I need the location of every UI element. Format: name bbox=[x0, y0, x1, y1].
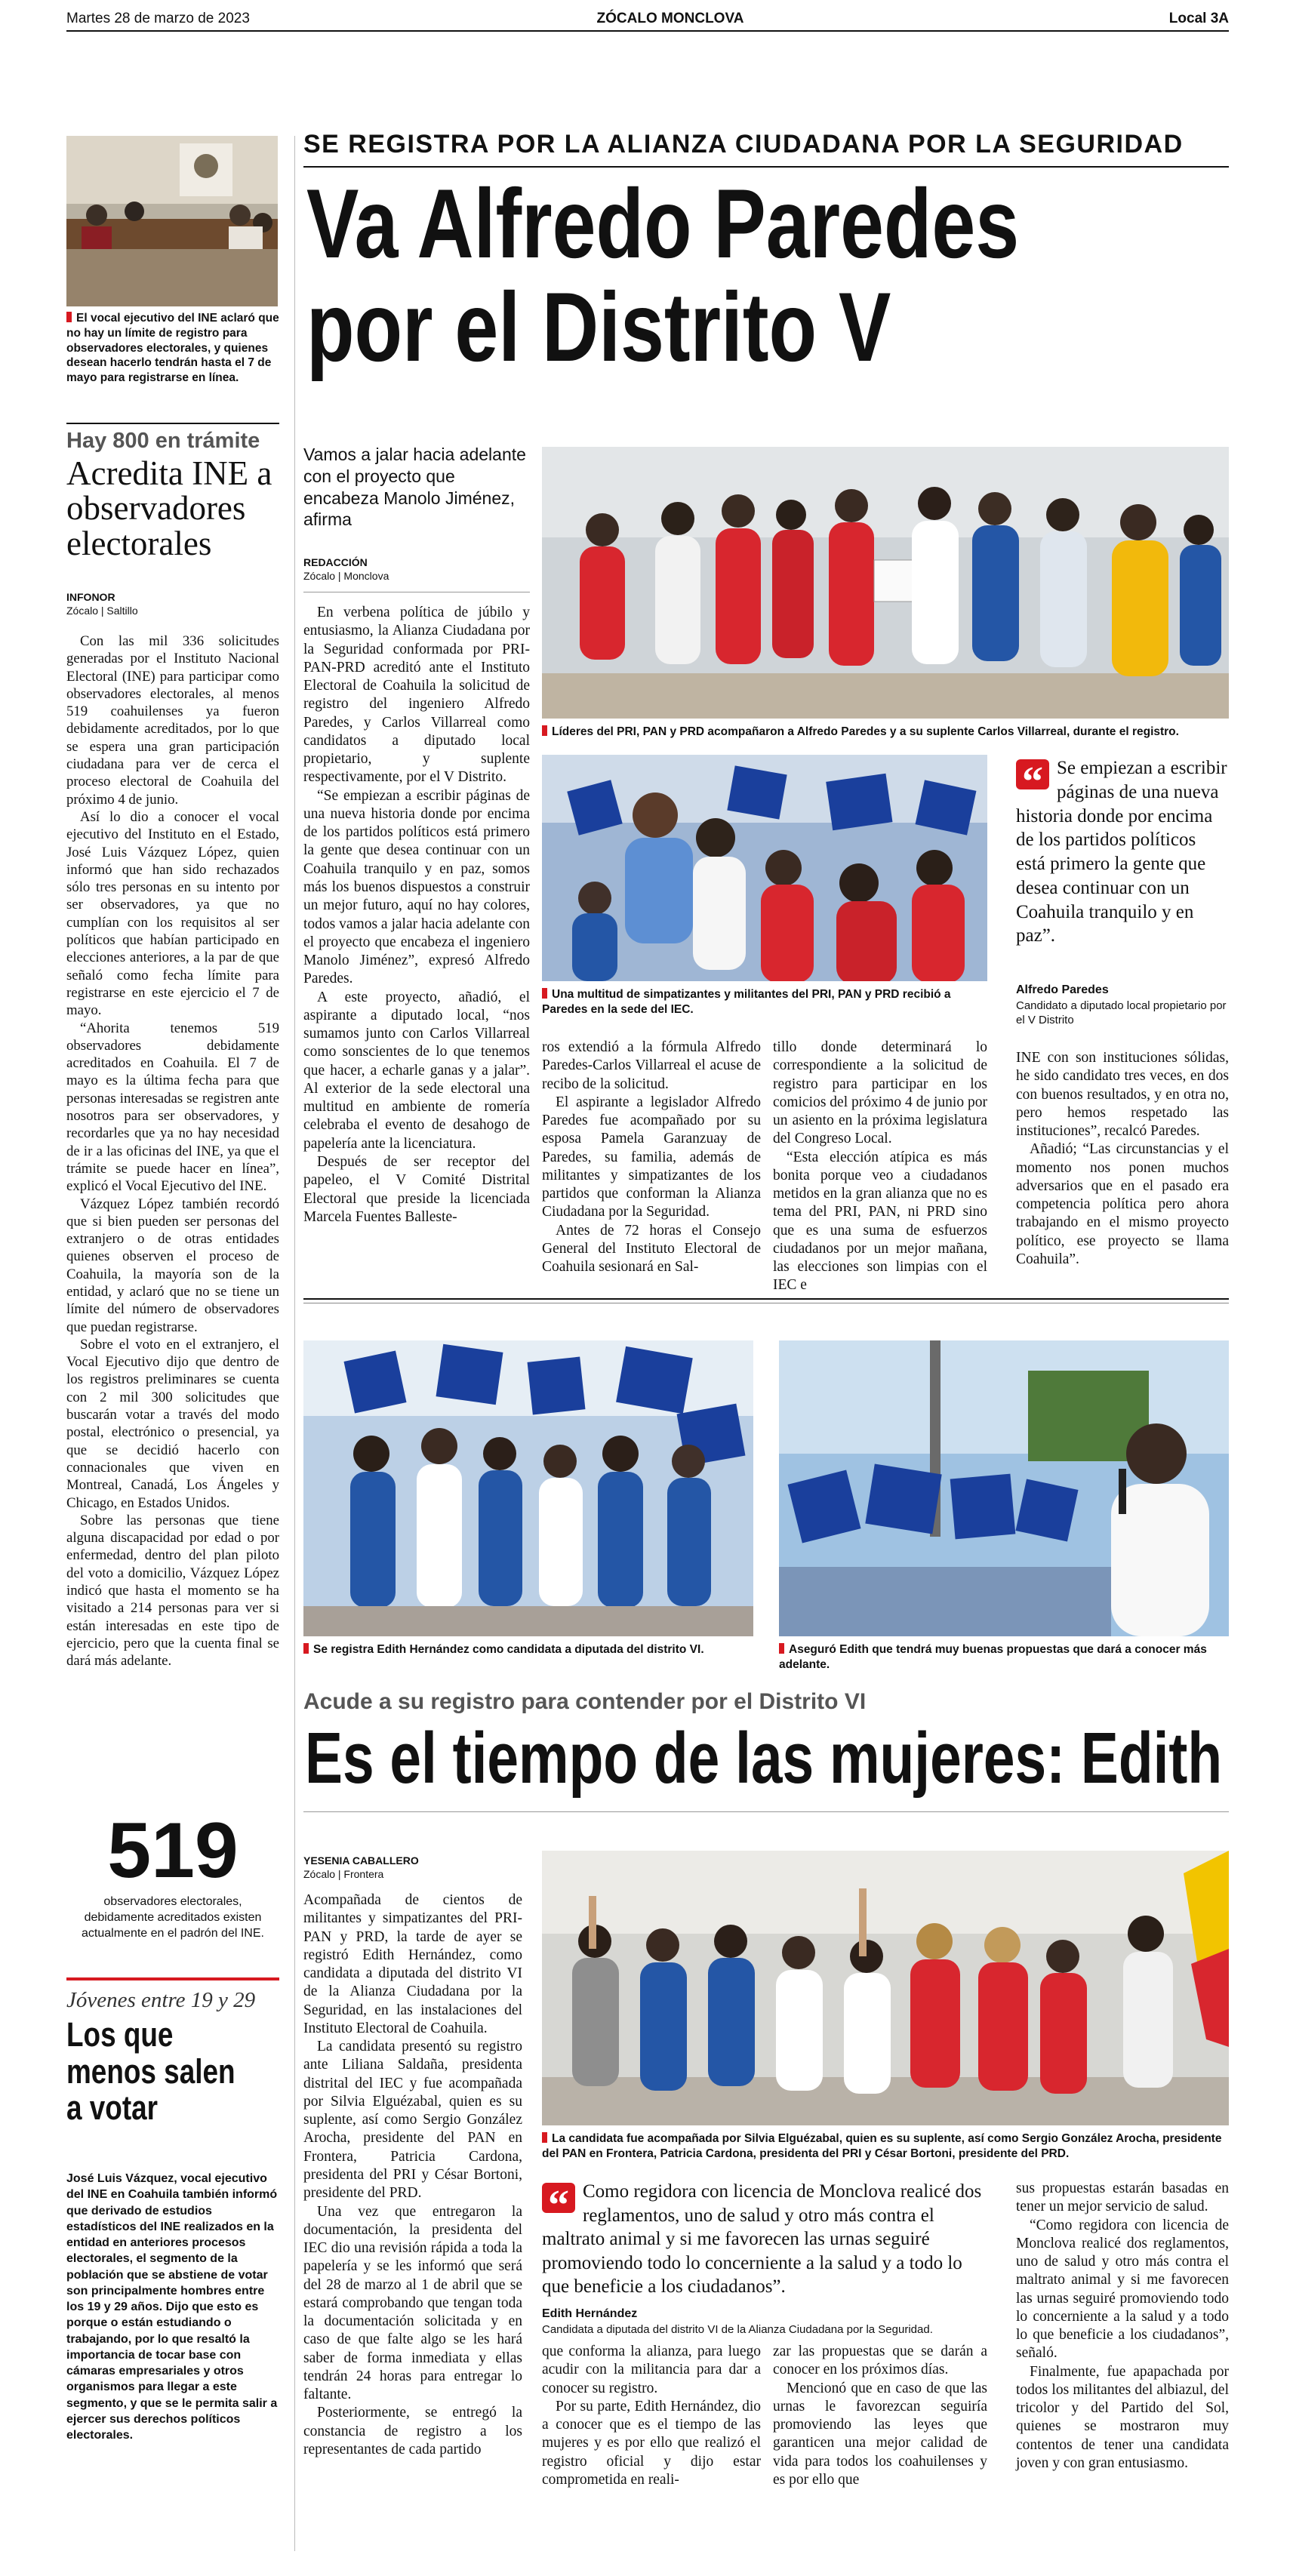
edith-speech-photo bbox=[779, 1340, 1229, 1636]
story1-column-4: INE con son instituciones sólidas, he sido candidato tres veces, en dos con buenos resultados, y en otra no, pero hemos respetado las instituciones”, recalcó Paredes. Añadió; “Las circunstancias y el momento nos ponen muchos adversarios que en el pasado era competencia política pero ahora trabajando en el mismo proyecto político, ese proyecto se llama Coahuila”. bbox=[1016, 1050, 1229, 1267]
story2-kicker: Acude a su registro para contender por el Distrito VI bbox=[303, 1689, 867, 1714]
quote-icon: “ bbox=[542, 2183, 575, 2213]
story2-byline: YESENIA CABALLERO Zócalo | Frontera bbox=[303, 1854, 419, 1881]
story2-left-caption: Se registra Edith Hernández como candidata a diputada del distrito VI. bbox=[303, 1642, 753, 1657]
quote-icon: “ bbox=[1016, 759, 1049, 789]
newspaper-name: ZÓCALO MONCLOVA bbox=[596, 11, 744, 26]
story1-main-caption: Líderes del PRI, PAN y PRD acompañaron a Alfredo Paredes y a su suplente Carlos Villarreal, durante el registro. bbox=[542, 725, 1229, 740]
story1-byline: REDACCIÓN Zócalo | Monclova bbox=[303, 556, 389, 583]
story2-column-1: Acompañada de cientos de militantes y simpatizantes del PRI-PAN y PRD, la tarde de ayer se registró Edith Hernández, como candidata a diputada del distrito VI de la Alianza Ciudadana por la Seguridad, en las instalaciones del Instituto Electoral de Coahuila. La candidata presentó su registro ante Liliana Saldaña, presidenta distrital del IEC y fue acompañada por Silvia Elguézabal, quien es su suplente, así como Sergio González Arocha, presidente del PAN en Frontera, Patricia Cardona, presidenta del PRI y César Bortoni, presidente del PRD. Una vez que entregaron la documentación, la presidenta del IEC dio una revisión rápida a toda la papelería y se les informó que será del 28 de marzo al 1 de abril que se estará comprobando que tengan toda la documentación solicitada y en caso de que falte algo se les hará saber de forma inmediata y ellas tendrán 24 horas para entregar lo faltante. Posteriormente, se entregó la constancia de registro a los representantes de cada partido bbox=[303, 1892, 522, 2458]
sidebar-article-body: Con las mil 336 solicitudes generadas por el Instituto Nacional Electoral (INE) para participar como observadores electorales, al menos 519 coahuilenses ya fueron debidamente acreditados, por lo que se espera una gran participación ciudadana para ver de cerca el proceso electoral de Coahuila del próximo 4 de junio. Así lo dio a conocer el vocal ejecutivo del Instituto en el Estado, José Luis Vázquez López, quien informó que han sido rechazados sólo tres personas en su intento por ser observadores, ya que no cumplían con los requisitos al ser políticos que habían participado en elecciones anteriores, a la par de que señaló como fecha límite para registrarse en este ejercicio el 7 de mayo. “Ahorita tenemos 519 observadores debidamente acreditados en Coahuila. El 7 de mayo es la última fecha para que personas interesadas se registren ante nosotros para ser observadores, y recordarles que ya no hay necesidad de ir a las oficinas del INE, ya que el trámite se puede hacer en línea”, explicó el Vocal Ejecutivo del INE. Vázquez López también recordó que si bien pueden ser personas del extranjero o de otras entidades quienes observen el proceso de Coahuila, la mayoría son de la entidad, y aclaró que no se tiene un límite del número de observadores que puedan registrarse. Sobre el voto en el extranjero, el Vocal Ejecutivo dijo que dentro de los registros preliminares se cuenta con 2 mil 300 solicitudes que buscarán votar a través del modo postal, electrónico o presencial, ya que se decidió hacerlo con connacionales que viven en Montreal, Canadá, Los Ángeles y Chicago, en Estados Unidos. Sobre las personas que tiene alguna discapacidad por edad o por enfermedad, dentro del plan piloto del voto a domicilio, Vázquez López indicó que hasta el momento se ha visitado a 214 personas para ver si están interesadas en este tipo de ejercicio, pero que la cuenta final se dará más adelante. bbox=[66, 633, 279, 1670]
story2-column-4: sus propuestas estarán basadas en tener un mejor servicio de salud. “Como regidora con licencia de Monclova realicé dos reglamentos, uno de salud y otro más contra el maltrato animal y si me favorecen las urnas seguiré promoviendo todo lo concerniente a la salud y a todo lo que beneficie a los ciudadanos”, señaló. Finalmente, fue apapachada por todos los militantes del albiazul, del tricolor y del Partido del Sol, quienes se mostraron muy contentos de tener una candidata joven y con gran entusiasmo. bbox=[1016, 2181, 1229, 2471]
crowd-photo bbox=[542, 755, 987, 981]
story2-photo-caption: La candidata fue acompañada por Silvia Elguézabal, quien es su suplente, así como Sergio González Arocha, presidente del PAN en Frontera, Patricia Cardona, presidenta del PRI y César Bortoni, presidente del PRD. bbox=[542, 2132, 1222, 2160]
page-header bbox=[66, 11, 1229, 32]
section-label: Local 3A bbox=[1168, 11, 1229, 26]
story1-column-2: ros extendió a la fórmula Alfredo Paredes-Carlos Villarreal el acuse de recibo de la solicitud. El aspirante a legislador Alfredo Paredes fue acompañado por su esposa Pamela Garanzuay de Paredes, su familia, además de militantes y simpatizantes de los partidos que conforman la Alianza Ciudadana por la Seguridad. Antes de 72 horas el Consejo General del Instituto Electoral de Coahuila sesionará en Sal- bbox=[542, 1039, 761, 1276]
story1-column-3: tillo donde determinará lo correspondiente a la solicitud de registro para participar en los comicios del próximo 4 de junio por un asiento en la próxima legislatura del Congreso Local. “Esta elección atípica es más bonita porque veo a ciudadanos metidos en la gran alianza que no es tema del PRI, PAN, ni PRD sino que es una suma de esfuerzos ciudadanos por un mejor mañana, las elecciones son limpias con el IEC e bbox=[773, 1039, 987, 1294]
sidebar-kicker: Hay 800 en trámite bbox=[66, 429, 260, 453]
box-kicker: Jóvenes entre 19 y 29 bbox=[66, 1988, 256, 2012]
sidebar-headline: Acredita INE a observadores electorales bbox=[66, 454, 272, 562]
edith-registration-photo bbox=[303, 1340, 753, 1636]
ine-meeting-photo bbox=[66, 136, 278, 306]
story2-column-3: zar las propuestas que se darán a conocer en los próximos días. Mencionó que en caso de que las urnas le favorezcan seguiría promoviendo las leyes que garanticen una mejor calidad de vida para todos los coahuilenses y es por ello que bbox=[773, 2344, 987, 2488]
candidate-group-photo bbox=[542, 447, 1229, 719]
story2-pullquote: “ Como regidora con licencia de Monclova realicé dos reglamentos, uno de salud y otro más contra el maltrato animal y si me favorecen las urnas seguiré promoviendo todo lo concerniente a la salud y a todo lo que beneficie a los ciudadanos”. bbox=[542, 2181, 982, 2297]
box-headline: Los que menos salen a votar bbox=[66, 2015, 236, 2128]
story1-column-1: En verbena política de júbilo y entusiasmo, la Alianza Ciudadana por la Seguridad conformada por PRI-PAN-PRD acreditó ante el Instituto Electoral de Coahuila la solicitud de registro del ingeniero Alfredo Paredes, y Carlos Villarreal como candidatos a diputado local propietario, y suplente respectivamente, por el V Distrito. “Se empiezan a escribir páginas de una nueva historia donde por encima de los partidos políticos está primero la gente que desea continuar con un Coahuila tranquilo y en paz, somos más los buenos dispuestos a construir un mejor futuro, aquí no hay colores, todos vamos a jalar hacia adelante con el proyecto que encabeza el ingeniero Manolo Jiménez”, expresó Alfredo Paredes. A este proyecto, añadió, el aspirante a diputado local, “nos sumamos junto con Carlos Villarreal como sonscientes de lo que tenemos que hacer, a echarle ganas y a jalar”. Al exterior de la sede electoral una multitud en ambiente de romería celebraba el evento de desahogo de papelería ante la licenciatura. Después de ser receptor del papeleo, el V Comité Distrital Electoral que preside la licenciada Marcela Fuentes Balleste- bbox=[303, 605, 530, 1225]
story1-headline: Va Alfredo Paredes por el Distrito V bbox=[306, 168, 1020, 382]
story2-right-caption: Aseguró Edith que tendrá muy buenas propuestas que dará a conocer más adelante. bbox=[779, 1643, 1207, 1671]
ine-photo-caption: El vocal ejecutivo del INE aclaró que no hay un límite de registro para observadores electorales, y quienes desean hacerlo tendrán hasta el 7 de mayo para registrarse en línea. bbox=[66, 312, 279, 385]
story1-crowd-caption: Una multitud de simpatizantes y militantes del PRI, PAN y PRD recibió a Paredes en la sede del IEC. bbox=[542, 988, 951, 1016]
issue-date: Martes 28 de marzo de 2023 bbox=[66, 11, 250, 26]
story1-pullquote: “ Se empiezan a escribir páginas de una nueva historia donde por encima de los partidos políticos está primero la gente que desea continuar con un Coahuila tranquilo y en paz”. bbox=[1016, 758, 1227, 946]
box-text: José Luis Vázquez, vocal ejecutivo del INE en Coahuila también informó que derivado de estudios estadísticos del INE realizados en la entidad en anteriores procesos electorales, el segmento de la población que se abstiene de votar son principalmente hombres entre los 19 y 29 años. Dijo que esto es porque o están estudiando o trabajando, por lo que resaltó la importancia de tocar base con cámaras empresariales y otros organismos para llegar a este segmento, y que se le permita salir a ejercer sus derechos políticos electorales. bbox=[66, 2172, 278, 2442]
story1-deck: Vamos a jalar hacia adelante con el proyecto que encabeza Manolo Jiménez, afirma bbox=[303, 445, 526, 530]
stat-caption: observadores electorales, debidamente acreditados existen actualmente en el padrón del INE. bbox=[82, 1895, 264, 1940]
stat-number: 519 bbox=[107, 1807, 239, 1894]
story1-kicker: SE REGISTRA POR LA ALIANZA CIUDADANA POR LA SEGURIDAD bbox=[303, 130, 1184, 158]
story2-headline: Es el tiempo de las mujeres: Edith bbox=[305, 1718, 1223, 1799]
story2-pullquote-attribution: Edith Hernández Candidata a diputada del distrito VI de la Alianza Ciudadana por la Seguridad. bbox=[542, 2307, 933, 2336]
story1-pullquote-attribution: Alfredo Paredes Candidato a diputado local propietario por el V Distrito bbox=[1016, 983, 1227, 1027]
sidebar-byline: INFONOR Zócalo | Saltillo bbox=[66, 591, 138, 617]
edith-group-photo bbox=[542, 1851, 1229, 2125]
story2-column-2: que conforma la alianza, para luego acudir con la militancia para dar a conocer su registro. Por su parte, Edith Hernández, dio a conocer que es el tiempo de las mujeres y es por ello que realizó el registro oficial y dijo estar comprometida en reali- bbox=[542, 2344, 761, 2488]
